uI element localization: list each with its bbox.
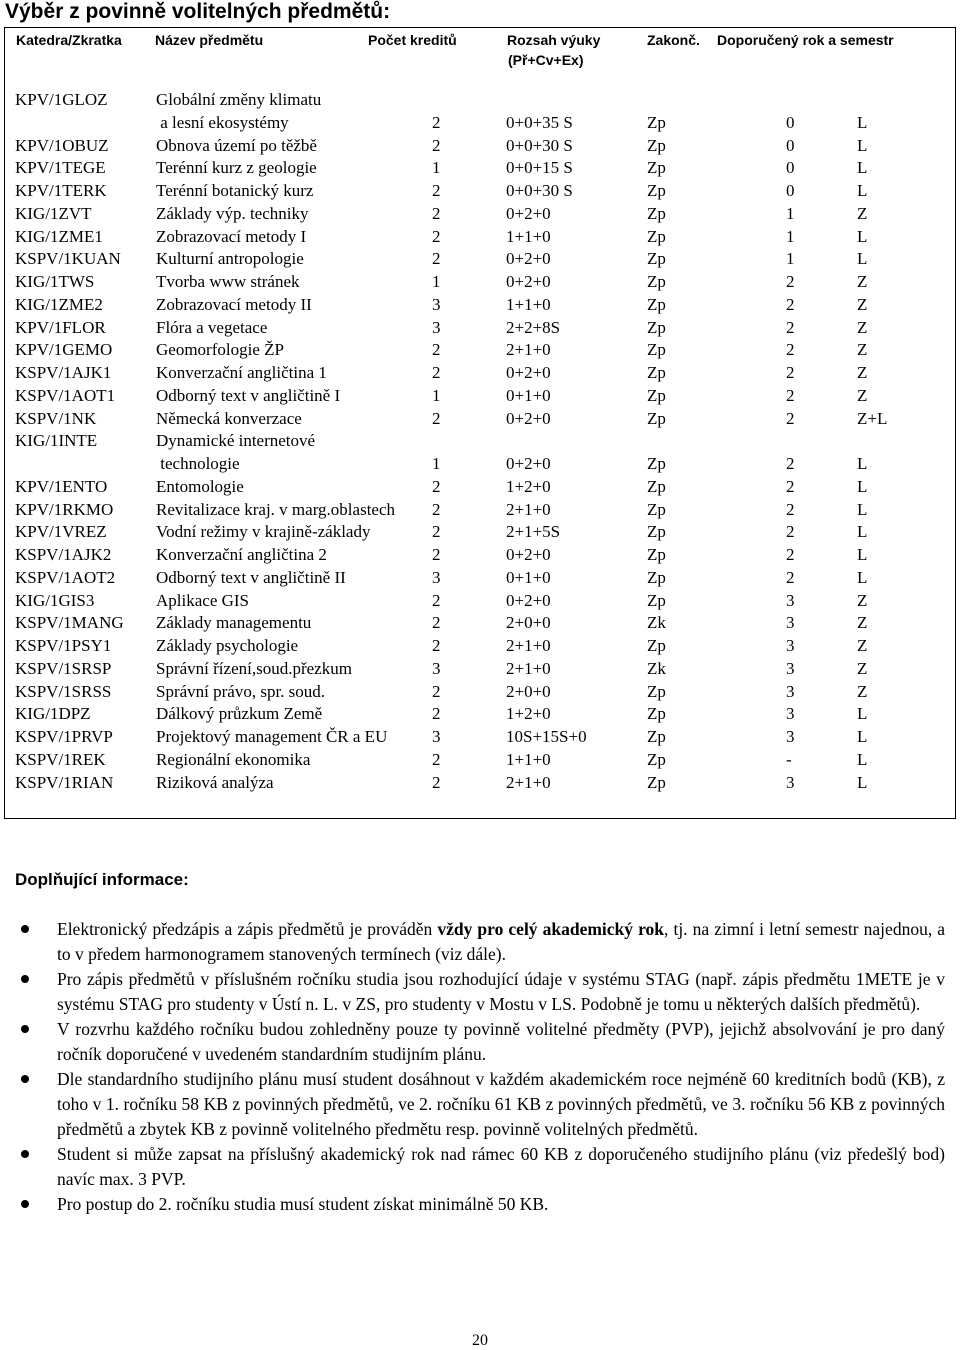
course-name: Dynamické internetové	[156, 431, 316, 451]
course-semestr: L	[857, 522, 868, 542]
course-semestr: Z	[857, 590, 868, 610]
course-rozsah: 0+1+0	[506, 567, 551, 587]
course-rozsah: 2+1+0	[506, 636, 551, 655]
course-semestr: Z	[857, 317, 868, 337]
course-code: KSPV/1AJK1	[15, 363, 112, 382]
course-name: Projektový management ČR a EU	[156, 727, 388, 746]
course-rozsah: 0+2+0	[506, 545, 551, 564]
header-rok-semestr: Doporučený rok a semestr	[717, 32, 894, 48]
course-semestr: Z	[857, 294, 868, 314]
course-zakonceni: Zp	[647, 727, 666, 746]
course-zakonceni: Zp	[647, 249, 666, 269]
course-zakonceni: Zp	[647, 590, 666, 610]
course-zakonceni: Zp	[647, 408, 666, 428]
info-item-text: Dle standardního studijního plánu musí student dosáhnout v každém akademickém roce nejméně 60 kreditních bodů (KB), z toho v 1. ročníku 58 KB z povinných předmětů, ve 2. ročníku 61 KB z povinných předmětů, ve 3. ročníku 56 KB z povinných předmětů a zbytek KB z povinně volitelného předmětu resp. povinně volitelných předmětů.	[57, 1069, 945, 1139]
course-credits: 1	[432, 158, 441, 178]
course-credits: 2	[432, 545, 441, 564]
course-rok: 2	[786, 272, 795, 291]
header-code: Katedra/Zkratka	[16, 32, 122, 48]
info-item-text: Student si může zapsat na příslušný akademický rok nad rámec 60 KB z doporučeného studijního plánu (viz předešlý bod) navíc max. 3 PVP.	[57, 1144, 945, 1189]
course-name: Zobrazovací metody II	[156, 294, 312, 314]
course-rozsah: 0+0+30 S	[506, 135, 573, 155]
course-rozsah: 1+1+0	[506, 294, 551, 314]
course-rozsah: 10S+15S+0	[506, 727, 587, 746]
course-rozsah: 2+1+0	[506, 340, 551, 360]
course-name: Terénní botanický kurz	[156, 181, 314, 200]
course-rozsah: 2+0+0	[506, 681, 551, 701]
table-row	[0, 249, 960, 272]
course-zakonceni: Zp	[647, 476, 666, 496]
table-row	[0, 545, 960, 568]
info-item-text: Pro zápis předmětů v příslušném ročníku studia jsou rozhodující údaje v systému STAG (např. zápis předmětu 1METE je v systému STAG pro studenty v Ústí n. L. v ZS, pro studenty v Mostu v LS. Podobně je tomu u některých dalších předmětů).	[57, 969, 945, 1014]
table-row	[0, 454, 960, 477]
course-semestr: L	[857, 704, 868, 724]
course-rok: 2	[786, 317, 795, 337]
course-credits: 2	[432, 613, 441, 633]
table-row	[0, 773, 960, 796]
course-code: KIG/1GIS3	[15, 590, 95, 610]
course-credits: 3	[432, 317, 441, 337]
course-zakonceni: Zp	[647, 181, 666, 200]
course-code: KPV/1TEGE	[15, 158, 106, 178]
course-rozsah: 0+2+0	[506, 272, 551, 291]
course-zakonceni: Zp	[647, 545, 666, 564]
info-item	[0, 967, 960, 1017]
table-row	[0, 409, 960, 432]
course-rok: 1	[786, 203, 795, 223]
course-name: Terénní kurz z geologie	[156, 158, 317, 178]
course-credits: 2	[432, 681, 441, 701]
course-rozsah: 2+0+0	[506, 613, 551, 633]
course-code: KPV/1ENTO	[15, 476, 108, 496]
course-rok: 2	[786, 567, 795, 587]
info-item	[0, 1067, 960, 1142]
info-item-text: , tj. na zimní i letní semestr najednou, a to v předem harmonogramem stanovených termínech (viz dále).	[57, 919, 946, 964]
course-credits: 2	[432, 135, 441, 155]
course-semestr: L	[857, 499, 868, 519]
course-rozsah: 0+0+30 S	[506, 181, 573, 200]
course-code: KSPV/1PSY1	[15, 636, 112, 655]
course-zakonceni: Zp	[647, 499, 666, 519]
course-rok: 2	[786, 499, 795, 519]
course-credits: 2	[432, 226, 441, 246]
course-code: KSPV/1PRVP	[15, 727, 113, 746]
course-rozsah: 2+1+0	[506, 499, 551, 519]
table-row	[0, 363, 960, 386]
course-semestr: Z	[857, 658, 868, 678]
course-zakonceni: Zp	[647, 772, 666, 792]
info-item	[0, 1017, 960, 1067]
table-row	[0, 727, 960, 750]
info-item	[0, 1192, 960, 1217]
course-name: Základy managementu	[156, 613, 312, 633]
course-rok: 3	[786, 636, 795, 655]
course-rok: 3	[786, 590, 795, 610]
course-rozsah: 0+2+0	[506, 408, 551, 428]
course-zakonceni: Zp	[647, 363, 666, 382]
course-name: Revitalizace kraj. v marg.oblastech	[156, 499, 396, 519]
course-name: Základy výp. techniky	[156, 203, 309, 223]
course-code: KPV/1OBUZ	[15, 135, 109, 155]
course-rok: 3	[786, 727, 795, 746]
course-code: KSPV/1SRSS	[15, 681, 112, 701]
course-credits: 3	[432, 294, 441, 314]
course-name: Konverzační angličtina 2	[156, 545, 327, 564]
course-rozsah: 0+2+0	[506, 203, 551, 223]
table-row	[0, 522, 960, 545]
course-credits: 3	[432, 727, 441, 746]
course-rozsah: 2+1+5S	[506, 522, 561, 542]
course-code: KPV/1GLOZ	[15, 90, 108, 109]
course-code: KSPV/1RIAN	[15, 772, 114, 792]
course-code: KSPV/1AOT1	[15, 385, 116, 405]
course-name: Entomologie	[156, 476, 244, 496]
table-row	[0, 90, 960, 113]
table-row	[0, 682, 960, 705]
table-row	[0, 204, 960, 227]
header-rozsah	[507, 30, 600, 70]
info-heading: Doplňující informace:	[15, 870, 189, 889]
course-code: KIG/1INTE	[15, 431, 98, 451]
table-row	[0, 750, 960, 773]
info-list	[0, 917, 960, 1217]
course-semestr: L	[857, 158, 868, 178]
table-row	[0, 340, 960, 363]
course-zakonceni: Zp	[647, 112, 666, 132]
course-rok: 1	[786, 249, 795, 269]
course-semestr: Z	[857, 636, 868, 655]
course-rozsah: 1+2+0	[506, 704, 551, 724]
course-code: KSPV/1NK	[15, 408, 97, 428]
course-zakonceni: Zp	[647, 226, 666, 246]
course-name: Odborný text v angličtině I	[156, 385, 341, 405]
course-rozsah: 1+2+0	[506, 476, 551, 496]
table-row	[0, 272, 960, 295]
course-name: Tvorba www stránek	[156, 272, 300, 291]
course-rozsah: 2+1+0	[506, 772, 551, 792]
course-name: Dálkový průzkum Země	[156, 704, 323, 724]
course-code: KIG/1ZME1	[15, 226, 103, 246]
bullet-icon	[21, 1150, 29, 1158]
course-zakonceni: Zp	[647, 749, 666, 769]
table-row	[0, 568, 960, 591]
course-semestr: L	[857, 135, 868, 155]
course-rok: 2	[786, 476, 795, 496]
course-code: KSPV/1AOT2	[15, 567, 116, 587]
course-code: KIG/1ZME2	[15, 294, 103, 314]
course-semestr: L	[857, 454, 868, 473]
info-item	[0, 1142, 960, 1192]
course-name: Kulturní antropologie	[156, 249, 304, 269]
table-row	[0, 227, 960, 250]
course-credits: 1	[432, 272, 441, 291]
course-credits: 2	[432, 340, 441, 360]
course-rok: 2	[786, 454, 795, 473]
info-item-text: Elektronický předzápis a zápis předmětů je prováděn	[57, 919, 438, 939]
course-code: KPV/1GEMO	[15, 340, 113, 360]
course-code: KSPV/1KUAN	[15, 249, 121, 269]
course-credits: 2	[432, 408, 441, 428]
course-rok: 0	[786, 158, 795, 178]
course-rozsah: 0+1+0	[506, 385, 551, 405]
header-credits: Počet kreditů	[368, 32, 457, 48]
course-credits: 2	[432, 112, 441, 132]
course-rok: 3	[786, 772, 795, 792]
course-semestr: Z+L	[857, 408, 888, 428]
course-semestr: L	[857, 112, 868, 132]
course-credits: 2	[432, 749, 441, 769]
course-semestr: Z	[857, 203, 868, 223]
course-name: Flóra a vegetace	[156, 317, 268, 337]
course-zakonceni: Zp	[647, 203, 666, 223]
course-zakonceni: Zp	[647, 158, 666, 178]
course-rok: 2	[786, 545, 795, 564]
course-rozsah: 0+2+0	[506, 249, 551, 269]
course-rok: 1	[786, 226, 795, 246]
course-semestr: L	[857, 249, 868, 269]
course-credits: 2	[432, 499, 441, 519]
course-credits: 2	[432, 249, 441, 269]
info-item-text: V rozvrhu každého ročníku budou zohledněny pouze ty povinně volitelné předměty (PVP), jejichž absolvování je pro daný ročník doporučené v uvedeném standardním studijním plánu.	[57, 1019, 945, 1064]
course-rok: 0	[786, 112, 795, 132]
header-zakonceni: Zakonč.	[647, 32, 700, 48]
course-credits: 2	[432, 181, 441, 200]
course-semestr: Z	[857, 613, 868, 633]
course-code: KPV/1FLOR	[15, 317, 106, 337]
table-row	[0, 431, 960, 454]
course-name: Geomorfologie ŽP	[156, 340, 284, 360]
course-name: Správní řízení,soud.přezkum	[156, 658, 352, 678]
course-rozsah: 1+1+0	[506, 749, 551, 769]
table-row	[0, 113, 960, 136]
course-rok: 2	[786, 363, 795, 382]
course-rozsah: 1+1+0	[506, 226, 551, 246]
course-code: KPV/1RKMO	[15, 499, 114, 519]
course-code: KPV/1VREZ	[15, 522, 107, 542]
page-title: Výběr z povinně volitelných předmětů:	[5, 0, 391, 23]
course-name: technologie	[156, 454, 240, 473]
course-semestr: L	[857, 727, 868, 746]
course-rozsah: 0+0+15 S	[506, 158, 573, 178]
course-rozsah: 0+2+0	[506, 363, 551, 382]
course-rok: 2	[786, 522, 795, 542]
course-name: a lesní ekosystémy	[156, 112, 289, 132]
table-row	[0, 158, 960, 181]
course-semestr: L	[857, 226, 868, 246]
course-zakonceni: Zp	[647, 317, 666, 337]
table-row	[0, 386, 960, 409]
course-name: Odborný text v angličtině II	[156, 567, 346, 587]
course-code: KSPV/1MANG	[15, 613, 124, 633]
course-zakonceni: Zp	[647, 522, 666, 542]
header-rozsah-line2: (Př+Cv+Ex)	[508, 52, 584, 68]
table-row	[0, 636, 960, 659]
course-zakonceni: Zp	[647, 681, 666, 701]
bullet-icon	[21, 1075, 29, 1083]
table-row	[0, 181, 960, 204]
course-semestr: Z	[857, 340, 868, 360]
bullet-icon	[21, 1200, 29, 1208]
course-name: Riziková analýza	[156, 772, 274, 792]
course-semestr: L	[857, 567, 868, 587]
course-zakonceni: Zk	[647, 658, 666, 678]
table-row	[0, 136, 960, 159]
course-name: Aplikace GIS	[156, 590, 250, 610]
table-row	[0, 659, 960, 682]
course-credits: 2	[432, 590, 441, 610]
course-rok: 2	[786, 294, 795, 314]
course-code: KPV/1TERK	[15, 181, 107, 200]
table-row	[0, 295, 960, 318]
course-rok: 3	[786, 681, 795, 701]
course-credits: 2	[432, 203, 441, 223]
course-rok: 3	[786, 658, 795, 678]
course-rok: 2	[786, 340, 795, 360]
course-name: Obnova území po těžbě	[156, 135, 317, 155]
bullet-icon	[21, 1025, 29, 1033]
info-item	[0, 917, 960, 967]
course-name: Regionální ekonomika	[156, 749, 311, 769]
course-rozsah: 2+2+8S	[506, 317, 561, 337]
table-row	[0, 477, 960, 500]
course-name: Správní právo, spr. soud.	[156, 681, 326, 701]
table-row	[0, 591, 960, 614]
course-code: KIG/1DPZ	[15, 704, 91, 724]
course-code: KIG/1ZVT	[15, 203, 92, 223]
course-credits: 2	[432, 363, 441, 382]
course-credits: 2	[432, 522, 441, 542]
table-row	[0, 613, 960, 636]
header-name: Název předmětu	[155, 32, 264, 48]
course-semestr: L	[857, 749, 868, 769]
course-name: Německá konverzace	[156, 408, 302, 428]
course-code: KSPV/1AJK2	[15, 545, 112, 564]
bullet-icon	[21, 925, 29, 933]
course-credits: 2	[432, 772, 441, 792]
info-item-text: Pro postup do 2. ročníku studia musí student získat minimálně 50 KB.	[57, 1194, 549, 1214]
course-code: KSPV/1REK	[15, 749, 106, 769]
course-semestr: Z	[857, 385, 868, 405]
course-rozsah: 2+1+0	[506, 658, 551, 678]
course-credits: 1	[432, 385, 441, 405]
course-semestr: Z	[857, 681, 868, 701]
course-rozsah: 0+2+0	[506, 590, 551, 610]
course-zakonceni: Zp	[647, 454, 666, 473]
bullet-icon	[21, 975, 29, 983]
course-semestr: Z	[857, 272, 868, 291]
course-semestr: Z	[857, 363, 868, 382]
course-name: Základy psychologie	[156, 636, 299, 655]
course-rok: 0	[786, 181, 795, 200]
course-rok: 2	[786, 408, 795, 428]
course-credits: 2	[432, 476, 441, 496]
course-semestr: L	[857, 476, 868, 496]
table-row	[0, 500, 960, 523]
table-row	[0, 318, 960, 341]
course-rozsah: 0+0+35 S	[506, 112, 573, 132]
course-semestr: L	[857, 772, 868, 792]
course-rok: -	[786, 749, 792, 769]
course-name: Vodní režimy v krajině-základy	[156, 522, 371, 542]
course-credits: 1	[432, 454, 441, 473]
course-zakonceni: Zp	[647, 135, 666, 155]
course-zakonceni: Zp	[647, 385, 666, 405]
course-credits: 3	[432, 658, 441, 678]
course-zakonceni: Zp	[647, 704, 666, 724]
course-rok: 2	[786, 385, 795, 405]
table-row	[0, 704, 960, 727]
header-rozsah-line1: Rozsah výuky	[507, 32, 601, 48]
course-semestr: L	[857, 545, 868, 564]
info-item-emphasis: vždy pro celý akademický rok	[437, 919, 665, 939]
course-zakonceni: Zp	[647, 272, 666, 291]
course-zakonceni: Zp	[647, 567, 666, 587]
course-credits: 2	[432, 636, 441, 655]
course-code: KIG/1TWS	[15, 272, 95, 291]
course-credits: 2	[432, 704, 441, 724]
course-name: Konverzační angličtina 1	[156, 363, 327, 382]
course-zakonceni: Zp	[647, 294, 666, 314]
course-zakonceni: Zp	[647, 340, 666, 360]
course-rok: 3	[786, 704, 795, 724]
course-code: KSPV/1SRSP	[15, 658, 112, 678]
course-name: Globální změny klimatu	[156, 90, 322, 109]
course-zakonceni: Zk	[647, 613, 666, 633]
course-semestr: L	[857, 181, 868, 200]
course-credits: 3	[432, 567, 441, 587]
course-rok: 3	[786, 613, 795, 633]
page-number: 20	[472, 1332, 488, 1349]
course-zakonceni: Zp	[647, 636, 666, 655]
course-name: Zobrazovací metody I	[156, 226, 307, 246]
course-rok: 0	[786, 135, 795, 155]
course-rozsah: 0+2+0	[506, 454, 551, 473]
